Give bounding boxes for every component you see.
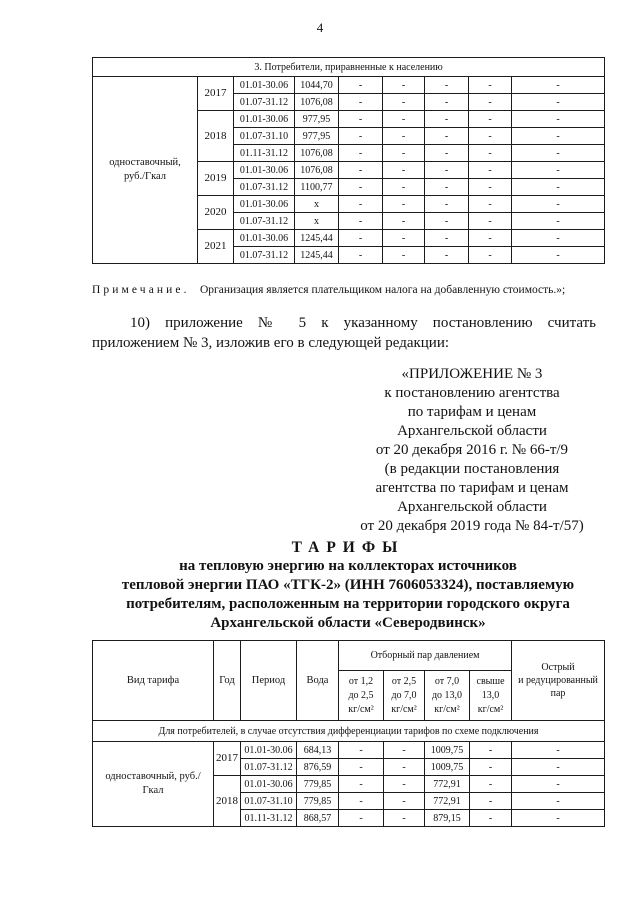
period-cell: 01.07-31.10 [234,128,295,145]
steam-2-5-to-7-0-cell: - [383,128,425,145]
tariff-type-cell: одноставочный, руб./Гкал [93,77,198,264]
steam-7-0-to-13-0-cell: - [425,77,469,94]
steam-over-13-0-cell: - [469,179,512,196]
header-sharp-steam-line: Острый [541,662,575,673]
header-water: Вода [297,641,339,721]
header-steam-pressure-line: свыше [476,675,505,687]
section-header: 3. Потребители, приравненные к населению [93,58,605,77]
period-cell: 01.11-31.12 [241,810,297,827]
paragraph-line: приложением № 3, изложив его в следующей редакции: [92,335,450,351]
sharp-steam-cell: - [512,128,605,145]
steam-over-13-0-cell: - [469,145,512,162]
steam-1-2-to-2-5-cell: - [339,810,384,827]
header-sharp-steam [512,641,605,721]
steam-7-0-to-13-0-cell: 772,91 [425,793,470,810]
title-line: на тепловую энергию на коллекторах источников [179,558,517,574]
steam-2-5-to-7-0-cell: - [384,810,425,827]
period-cell: 01.01-30.06 [241,776,297,793]
period-cell: 01.01-30.06 [234,196,295,213]
year-cell: 2018 [198,111,234,162]
steam-over-13-0-cell: - [469,162,512,179]
year-cell: 2018 [214,776,241,827]
steam-1-2-to-2-5-cell: - [339,213,383,230]
water-value-cell: x [295,213,339,230]
sharp-steam-cell: - [512,111,605,128]
period-cell: 01.07-31.12 [234,179,295,196]
water-value-cell: 1245,44 [295,247,339,264]
header-steam-pressure-line: 13,0 [481,689,500,701]
water-value-cell: 1076,08 [295,94,339,111]
steam-over-13-0-cell: - [470,742,512,759]
paragraph-line: 10) приложение № 5 к указанному постановлению считать [130,315,596,331]
steam-2-5-to-7-0-cell: - [384,759,425,776]
header-steam-pressure-line: кг/см² [348,703,374,715]
steam-7-0-to-13-0-cell: - [425,230,469,247]
sharp-steam-cell: - [512,145,605,162]
table-row [93,77,605,94]
header-steam-pressure [425,671,470,721]
appendix-line: от 20 декабря 2019 года № 84-т/57) [360,518,584,534]
page-number: 4 [316,20,324,35]
steam-7-0-to-13-0-cell: 1009,75 [425,742,470,759]
sharp-steam-cell: - [512,810,605,827]
steam-2-5-to-7-0-cell: - [383,247,425,264]
steam-2-5-to-7-0-cell: - [383,196,425,213]
steam-2-5-to-7-0-cell: - [383,111,425,128]
steam-over-13-0-cell: - [469,196,512,213]
water-value-cell: 779,85 [297,793,339,810]
steam-2-5-to-7-0-cell: - [383,162,425,179]
steam-over-13-0-cell: - [470,759,512,776]
header-year: Год [214,641,241,721]
period-cell: 01.01-30.06 [234,162,295,179]
header-period: Период [241,641,297,721]
header-sharp-steam-line: и редуцированный [518,675,598,686]
appendix-line: «ПРИЛОЖЕНИЕ № 3 [401,366,543,382]
steam-1-2-to-2-5-cell: - [339,793,384,810]
steam-7-0-to-13-0-cell: - [425,179,469,196]
steam-7-0-to-13-0-cell: - [425,196,469,213]
year-cell: 2017 [198,77,234,111]
steam-7-0-to-13-0-cell: - [425,145,469,162]
section-header-row [93,58,605,77]
steam-1-2-to-2-5-cell: - [339,230,383,247]
water-value-cell: 1076,08 [295,162,339,179]
steam-1-2-to-2-5-cell: - [339,776,384,793]
title-line: Архангельской области «Северодвинск» [210,615,486,631]
period-cell: 01.07-31.12 [234,247,295,264]
header-steam-pressure-line: до 7,0 [391,689,417,701]
header-row [93,641,605,671]
steam-2-5-to-7-0-cell: - [383,179,425,196]
steam-1-2-to-2-5-cell: - [339,196,383,213]
year-cell: 2019 [198,162,234,196]
period-cell: 01.11-31.12 [234,145,295,162]
note [92,283,612,299]
sharp-steam-cell: - [512,742,605,759]
header-steam-pressure-line: до 2,5 [348,689,374,701]
steam-7-0-to-13-0-cell: - [425,247,469,264]
steam-1-2-to-2-5-cell: - [339,179,383,196]
sharp-steam-cell: - [512,77,605,94]
steam-1-2-to-2-5-cell: - [339,162,383,179]
appendix-line: агентства по тарифам и ценам [375,480,569,496]
water-value-cell: 1245,44 [295,230,339,247]
header-selected-steam: Отборный пар давлением [339,641,512,671]
period-cell: 01.01-30.06 [234,230,295,247]
title-block [92,538,604,633]
sharp-steam-cell: - [512,179,605,196]
sharp-steam-cell: - [512,94,605,111]
sharp-steam-cell: - [512,196,605,213]
appendix-line: Архангельской области [397,499,547,515]
steam-over-13-0-cell: - [470,776,512,793]
period-cell: 01.01-30.06 [234,77,295,94]
steam-over-13-0-cell: - [470,810,512,827]
sharp-steam-cell: - [512,162,605,179]
steam-2-5-to-7-0-cell: - [384,742,425,759]
steam-2-5-to-7-0-cell: - [383,94,425,111]
steam-over-13-0-cell: - [469,247,512,264]
steam-over-13-0-cell: - [469,213,512,230]
water-value-cell: 977,95 [295,111,339,128]
steam-2-5-to-7-0-cell: - [383,77,425,94]
steam-over-13-0-cell: - [469,230,512,247]
period-cell: 01.07-31.12 [234,213,295,230]
section-row [93,721,605,742]
water-value-cell: 684,13 [297,742,339,759]
water-value-cell: 868,57 [297,810,339,827]
steam-1-2-to-2-5-cell: - [339,759,384,776]
steam-1-2-to-2-5-cell: - [339,111,383,128]
header-steam-pressure [339,671,384,721]
water-value-cell: 1100,77 [295,179,339,196]
year-cell: 2017 [214,742,241,776]
steam-over-13-0-cell: - [469,111,512,128]
header-steam-pressure-line: кг/см² [391,703,417,715]
steam-1-2-to-2-5-cell: - [339,145,383,162]
header-tariff-type: Вид тарифа [93,641,214,721]
period-cell: 01.07-31.12 [234,94,295,111]
steam-7-0-to-13-0-cell: - [425,111,469,128]
steam-1-2-to-2-5-cell: - [339,742,384,759]
table-row [93,742,605,759]
steam-1-2-to-2-5-cell: - [339,247,383,264]
steam-1-2-to-2-5-cell: - [339,94,383,111]
table-body [93,641,605,827]
sharp-steam-cell: - [512,759,605,776]
steam-7-0-to-13-0-cell: 772,91 [425,776,470,793]
steam-2-5-to-7-0-cell: - [384,776,425,793]
title-line: потребителям, расположенным на территории городского округа [126,596,570,612]
water-value-cell: 876,59 [297,759,339,776]
sharp-steam-cell: - [512,230,605,247]
appendix-line: Архангельской области [397,423,547,439]
steam-2-5-to-7-0-cell: - [383,230,425,247]
note-text: Организация является плательщиком налога на добавленную стоимость.»; [200,284,566,296]
appendix-line: (в редакции постановления [384,461,560,477]
header-steam-pressure-line: от 7,0 [434,675,460,687]
steam-over-13-0-cell: - [469,94,512,111]
header-sharp-steam-line: пар [550,688,566,699]
header-steam-pressure-line: от 2,5 [391,675,417,687]
steam-7-0-to-13-0-cell: - [425,94,469,111]
water-value-cell: x [295,196,339,213]
year-cell: 2020 [198,196,234,230]
sharp-steam-cell: - [512,213,605,230]
tariff-type-cell: одноставочный, руб./Гкал [93,742,214,827]
steam-7-0-to-13-0-cell: - [425,128,469,145]
table-body [93,58,605,264]
steam-7-0-to-13-0-cell: - [425,162,469,179]
steam-7-0-to-13-0-cell: 1009,75 [425,759,470,776]
steam-1-2-to-2-5-cell: - [339,77,383,94]
header-steam-pressure [384,671,425,721]
steam-1-2-to-2-5-cell: - [339,128,383,145]
water-value-cell: 779,85 [297,776,339,793]
period-cell: 01.07-31.12 [241,759,297,776]
water-value-cell: 1044,70 [295,77,339,94]
period-cell: 01.07-31.10 [241,793,297,810]
steam-over-13-0-cell: - [469,77,512,94]
tariff-table-severodvinsk [92,640,605,827]
period-cell: 01.01-30.06 [234,111,295,128]
steam-2-5-to-7-0-cell: - [383,213,425,230]
steam-7-0-to-13-0-cell: - [425,213,469,230]
header-steam-pressure-line: от 1,2 [348,675,374,687]
appendix-line: по тарифам и ценам [407,404,537,420]
appendix-line: от 20 декабря 2016 г. № 66-т/9 [375,442,569,458]
water-value-cell: 977,95 [295,128,339,145]
appendix-header [332,365,612,536]
steam-7-0-to-13-0-cell: 879,15 [425,810,470,827]
title-line: тепловой энергии ПАО «ТГК-2» (ИНН 7606053324), поставляемую [121,577,575,593]
steam-over-13-0-cell: - [469,128,512,145]
document-title: ТАРИФЫ [291,539,405,556]
appendix-line: к постановлению агентства [384,385,560,401]
year-cell: 2021 [198,230,234,264]
period-cell: 01.01-30.06 [241,742,297,759]
sharp-steam-cell: - [512,776,605,793]
header-steam-pressure-line: кг/см² [434,703,460,715]
section-description: Для потребителей, в случае отсутствия дифференциации тарифов по схеме подключения [93,721,605,742]
sharp-steam-cell: - [512,247,605,264]
sharp-steam-cell: - [512,793,605,810]
note-label: Примечание. [92,284,190,296]
water-value-cell: 1076,08 [295,145,339,162]
steam-2-5-to-7-0-cell: - [384,793,425,810]
header-steam-pressure-line: до 13,0 [431,689,463,701]
header-steam-pressure-line: кг/см² [477,703,504,715]
header-steam-pressure [470,671,512,721]
steam-over-13-0-cell: - [470,793,512,810]
tariff-table-population [92,57,605,264]
steam-2-5-to-7-0-cell: - [383,145,425,162]
